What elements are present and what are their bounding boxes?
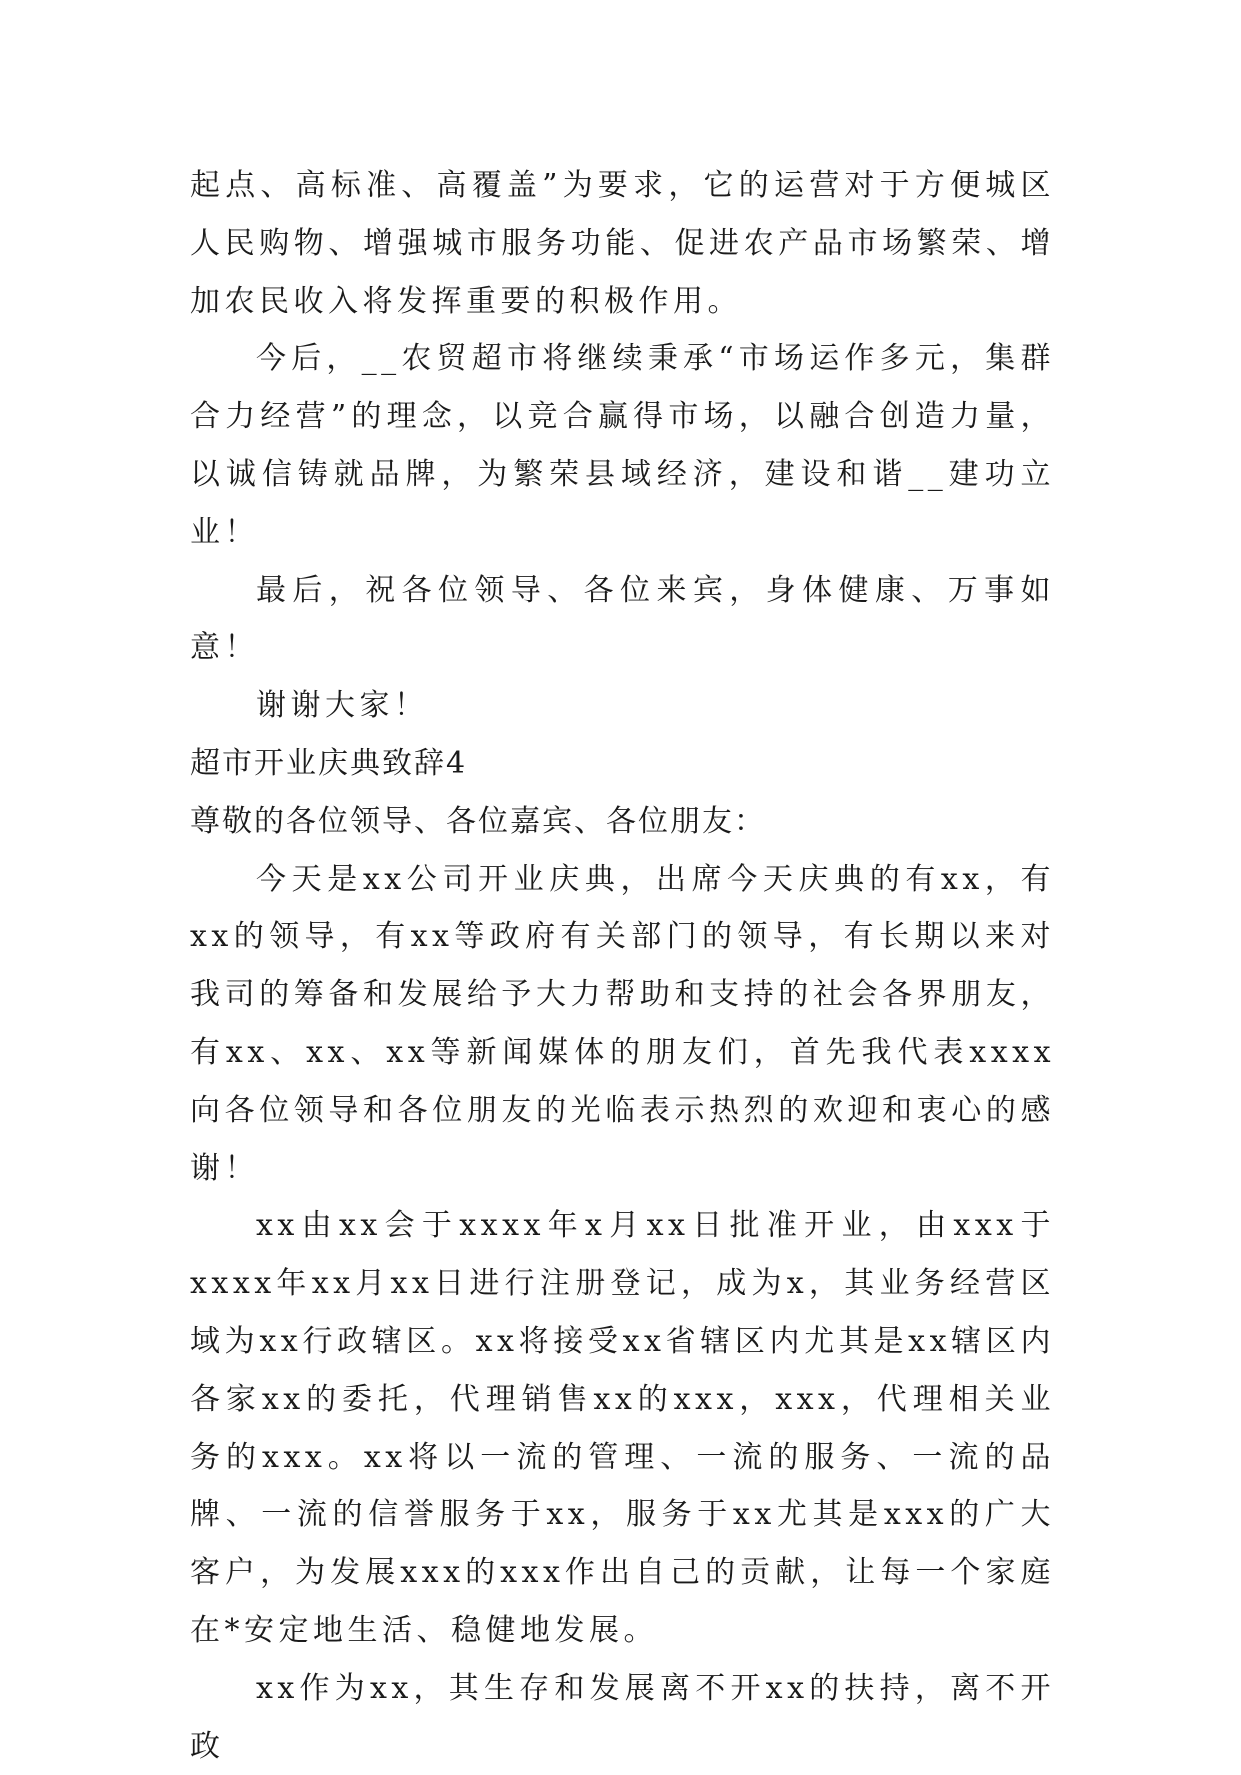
paragraph: 今天是xx公司开业庆典，出席今天庆典的有xx，有xx的领导，有xx等政府有关部门的领导，有长期以来对我司的筹备和发展给予大力帮助和支持的社会各界朋友，有xx、xx、xx等新闻媒体的朋友们，首先我代表xxxx向各位领导和各位朋友的光临表示热烈的欢迎和衷心的感谢！ <box>190 861 1055 1186</box>
document-body <box>190 157 1055 1775</box>
salutation: 尊敬的各位领导、各位嘉宾、各位朋友： <box>190 803 766 839</box>
paragraph: 今后，__农贸超市将继续秉承“市场运作多元，集群合力经营”的理念，以竞合赢得市场，以融合创造力量，以诚信铸就品牌，为繁荣县域经济，建设和谐__建功立业！ <box>190 341 1055 550</box>
paragraph: xx作为xx，其生存和发展离不开xx的扶持，离不开政 <box>190 1670 1055 1764</box>
paragraph: 谢谢大家！ <box>256 688 429 724</box>
paragraph: 最后，祝各位领导、各位来宾，身体健康、万事如意！ <box>190 572 1055 666</box>
section-title: 超市开业庆典致辞4 <box>190 745 468 781</box>
paragraph: xx由xx会于xxxx年x月xx日批准开业，由xxx于xxxx年xx月xx日进行注册登记，成为x，其业务经营区域为xx行政辖区。xx将接受xx省辖区内尤其是xx辖区内各家xx的委托，代理销售xx的xxx，xxx，代理相关业务的xxx。xx将以一流的管理、一流的服务、一流的品牌、一流的信誉服务于xx，服务于xx尤其是xxx的广大客户，为发展xxx的xxx作出自己的贡献，让每一个家庭在*安定地生活、稳健地发展。 <box>190 1208 1055 1648</box>
paragraph: 起点、高标准、高覆盖”为要求，它的运营对于方便城区人民购物、增强城市服务功能、促进农产品市场繁荣、增加农民收入将发挥重要的积极作用。 <box>190 168 1055 319</box>
